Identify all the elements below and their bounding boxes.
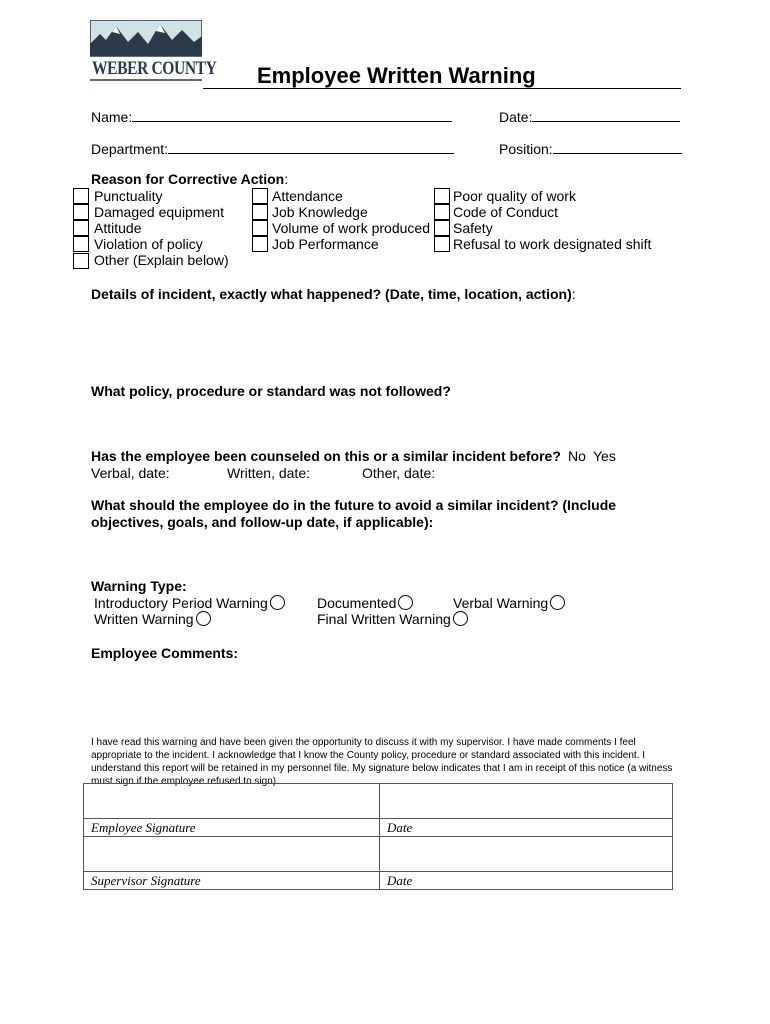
warning-written[interactable] <box>94 611 211 628</box>
position-field[interactable] <box>499 140 682 157</box>
department-label: Department: <box>91 141 169 157</box>
label-attitude: Attitude <box>94 220 142 236</box>
label-volume-of-work: Volume of work produced <box>272 220 430 236</box>
details-heading <box>91 286 576 302</box>
label-job-knowledge: Job Knowledge <box>272 204 368 220</box>
employee-date-box[interactable] <box>380 784 673 819</box>
radio-introductory[interactable] <box>270 595 285 610</box>
label-job-performance: Job Performance <box>272 236 379 252</box>
logo-text: WEBER COUNTY <box>92 58 217 79</box>
checkbox-punctuality[interactable] <box>73 188 89 204</box>
details-heading-colon: : <box>571 286 576 302</box>
counseled-yes[interactable]: Yes <box>593 448 616 464</box>
reason-heading-text: Reason for Corrective Action <box>91 171 285 187</box>
written-date-label: Written, date: <box>227 465 311 481</box>
supervisor-signature-label: Supervisor Signature <box>84 872 380 890</box>
reason-heading-colon: : <box>284 171 289 187</box>
checkbox-attendance[interactable] <box>252 188 268 204</box>
department-field[interactable] <box>91 140 454 157</box>
future-heading-line2: objectives, goals, and follow-up date, if applicable): <box>91 514 434 530</box>
employee-signature-box[interactable] <box>84 784 380 819</box>
reason-heading <box>91 171 288 187</box>
radio-documented[interactable] <box>398 595 413 610</box>
date-label: Date: <box>499 109 533 125</box>
other-date-label: Other, date: <box>362 465 436 481</box>
checkbox-code-of-conduct[interactable] <box>434 204 450 220</box>
page-title: Employee Written Warning <box>257 63 536 88</box>
counseled-no[interactable]: No <box>568 448 586 464</box>
radio-written[interactable] <box>196 611 211 626</box>
supervisor-signature-box[interactable] <box>84 837 380 872</box>
checkbox-damaged-equipment[interactable] <box>73 204 89 220</box>
date-field[interactable] <box>499 108 680 125</box>
warning-introductory[interactable] <box>94 595 285 612</box>
label-punctuality: Punctuality <box>94 188 163 204</box>
verbal-date-label: Verbal, date: <box>91 465 170 481</box>
checkbox-attitude[interactable] <box>73 220 89 236</box>
radio-verbal[interactable] <box>550 595 565 610</box>
label-refusal-to-work: Refusal to work designated shift <box>453 236 652 252</box>
label-code-of-conduct: Code of Conduct <box>453 204 559 220</box>
future-heading-line1: What should the employee do in the future to avoid a similar incident? (Include <box>91 497 617 513</box>
acknowledgement-text: I have read this warning and have been given the opportunity to discuss it with my supervisor. I have made comments I feel appropriate to the incident. I acknowledge that I know the County policy, procedure or standard associated with this incident. I understand this report will be retained in my personnel file. My signature below indicates that I am in receipt of this notice (a witness must sign if the employee refused to sign). <box>91 737 673 787</box>
warning-documented-label: Documented <box>317 595 397 611</box>
checkbox-volume-of-work[interactable] <box>252 220 268 236</box>
department-line[interactable] <box>168 140 454 154</box>
checkbox-poor-quality[interactable] <box>434 188 450 204</box>
checkbox-safety[interactable] <box>434 220 450 236</box>
checkbox-other[interactable] <box>73 253 89 269</box>
label-violation-of-policy: Violation of policy <box>94 236 203 252</box>
supervisor-date-box[interactable] <box>380 837 673 872</box>
radio-final[interactable] <box>453 611 468 626</box>
warning-written-label: Written Warning <box>94 611 194 627</box>
employee-signature-label: Employee Signature <box>84 819 380 837</box>
position-label: Position: <box>499 141 553 157</box>
label-attendance: Attendance <box>272 188 343 204</box>
checkbox-refusal-to-work[interactable] <box>434 236 450 252</box>
warning-introductory-label: Introductory Period Warning <box>94 595 268 611</box>
policy-heading: What policy, procedure or standard was not followed? <box>91 383 451 399</box>
position-line[interactable] <box>553 140 682 154</box>
warning-verbal-label: Verbal Warning <box>453 595 549 611</box>
date-line[interactable] <box>532 108 680 122</box>
comments-heading: Employee Comments: <box>91 645 239 661</box>
label-damaged-equipment: Damaged equipment <box>94 204 224 220</box>
warning-final[interactable] <box>317 611 468 628</box>
warning-type-heading: Warning Type: <box>91 578 187 594</box>
warning-documented[interactable] <box>317 595 413 612</box>
warning-verbal[interactable] <box>453 595 565 612</box>
label-other: Other (Explain below) <box>94 252 229 268</box>
signature-table <box>83 783 673 890</box>
name-line[interactable] <box>132 108 452 122</box>
name-field[interactable] <box>91 108 452 125</box>
label-safety: Safety <box>453 220 493 236</box>
counseled-question-row <box>91 448 561 464</box>
title-underline <box>203 88 681 89</box>
label-poor-quality: Poor quality of work <box>453 188 576 204</box>
checkbox-job-knowledge[interactable] <box>252 204 268 220</box>
counseled-question: Has the employee been counseled on this or a similar incident before? <box>91 448 561 464</box>
supervisor-date-label: Date <box>380 872 673 890</box>
employee-date-label: Date <box>380 819 673 837</box>
details-heading-text: Details of incident, exactly what happened? (Date, time, location, action) <box>91 286 572 302</box>
name-label: Name: <box>91 109 133 125</box>
checkbox-job-performance[interactable] <box>252 236 268 252</box>
checkbox-violation-of-policy[interactable] <box>73 236 89 252</box>
warning-final-label: Final Written Warning <box>317 611 451 627</box>
